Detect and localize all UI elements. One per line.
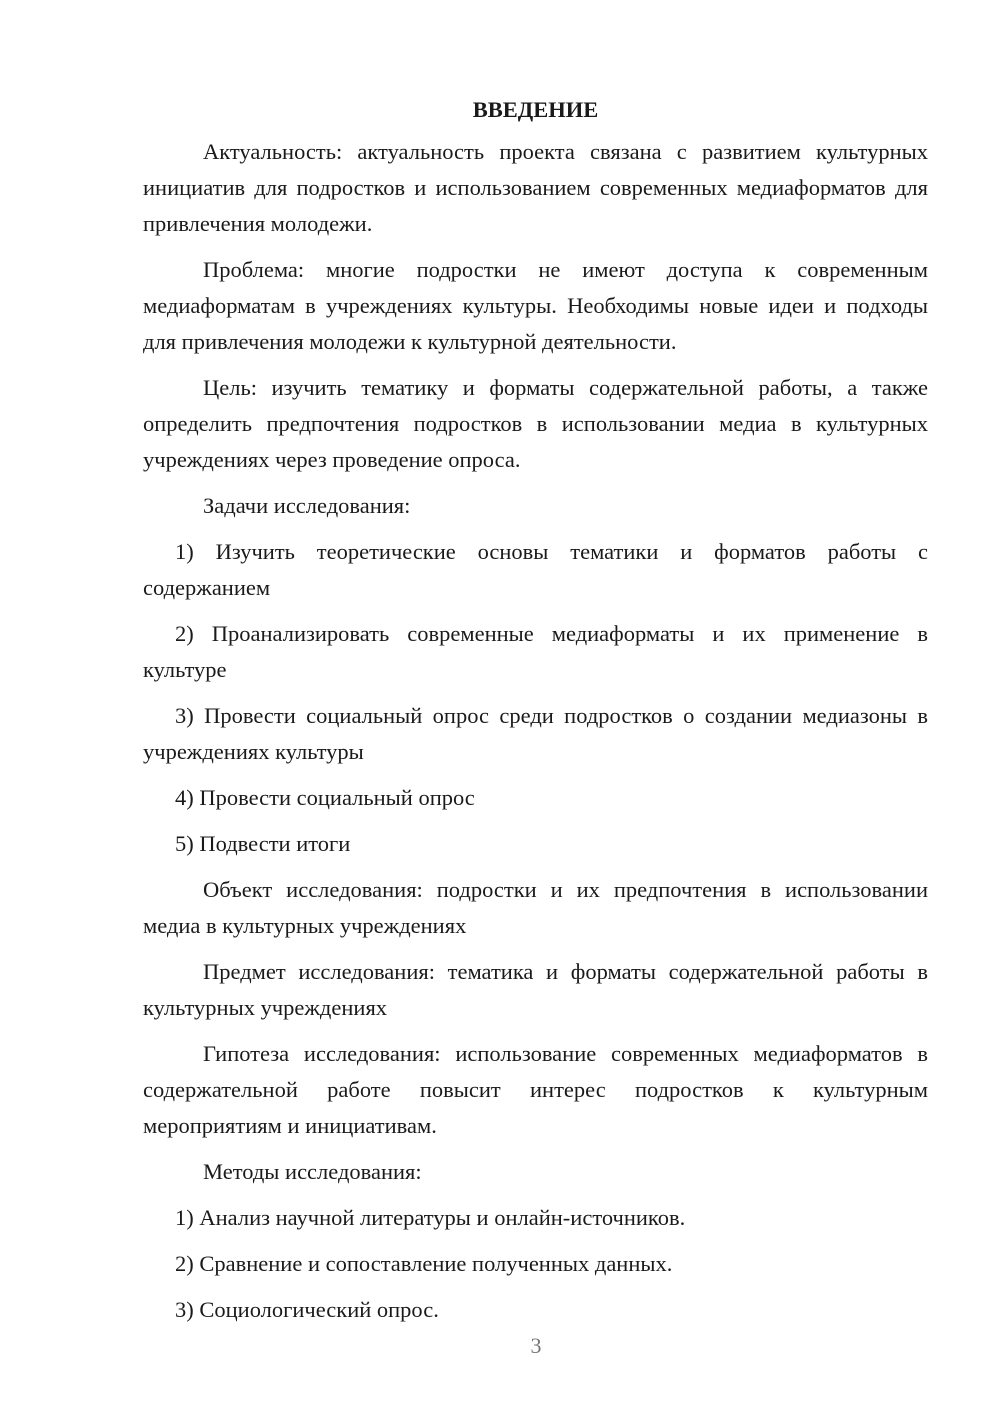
method-item: 2) Сравнение и сопоставление полученных данных.: [175, 1251, 673, 1276]
subject-paragraph: Предмет исследования: тематика и форматы содержательной работы в культурных учреждениях: [143, 959, 928, 1020]
task-item: 2) Проанализировать современные медиаформаты и их применение в культуре: [143, 621, 928, 682]
task-item: 5) Подвести итоги: [175, 831, 351, 856]
task-item: 3) Провести социальный опрос среди подростков о создании медиазоны в учреждениях культуры: [143, 703, 928, 764]
method-item: 1) Анализ научной литературы и онлайн-источников.: [175, 1205, 686, 1230]
goal-paragraph: Цель: изучить тематику и форматы содержательной работы, а также определить предпочтения подростков в использовании медиа в культурных учреждениях через проведение опроса.: [143, 375, 928, 472]
tasks-heading: Задачи исследования:: [203, 493, 411, 518]
methods-heading: Методы исследования:: [203, 1159, 422, 1184]
page-number: 3: [530, 1333, 542, 1358]
task-item: 4) Провести социальный опрос: [175, 785, 475, 810]
method-item: 3) Социологический опрос.: [175, 1297, 439, 1322]
section-title: ВВЕДЕНИЕ: [472, 97, 599, 122]
hypothesis-paragraph: Гипотеза исследования: использование современных медиаформатов в содержательной работе повысит интерес подростков к культурным мероприятиям и инициативам.: [143, 1041, 928, 1138]
object-paragraph: Объект исследования: подростки и их предпочтения в использовании медиа в культурных учреждениях: [143, 877, 928, 938]
problem-paragraph: Проблема: многие подростки не имеют доступа к современным медиаформатам в учреждениях культуры. Необходимы новые идеи и подходы для привлечения молодежи к культурной деятельности.: [143, 257, 928, 354]
page-content: [143, 92, 928, 1338]
task-item: 1) Изучить теоретические основы тематики и форматов работы с содержанием: [143, 539, 928, 600]
relevance-paragraph: Актуальность: актуальность проекта связана с развитием культурных инициатив для подростков и использованием современных медиаформатов для привлечения молодежи.: [143, 139, 928, 236]
